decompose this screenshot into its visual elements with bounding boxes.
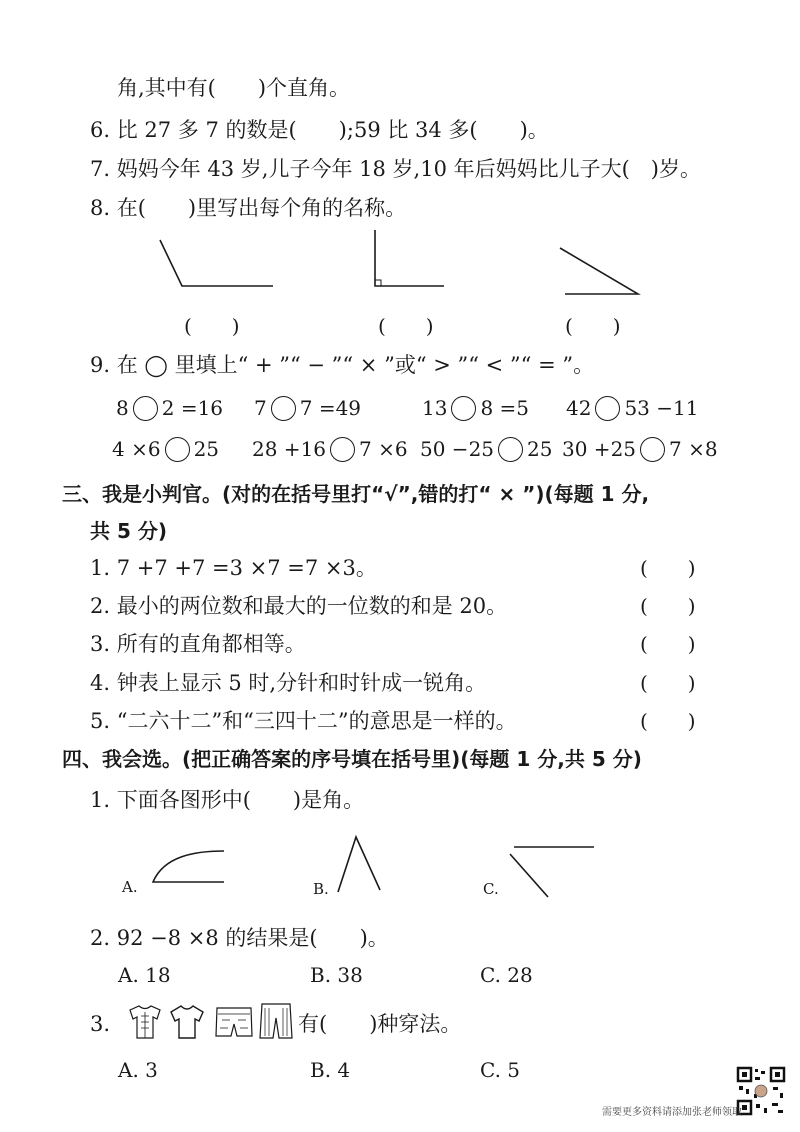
question-9: 9. 在 ◯ 里填上“ + ”“ − ”“ × ”或“ > ”“ < ”“ = ”。: [90, 353, 595, 377]
question-6: 6. 比 27 多 7 的数是( );59 比 34 多( )。: [90, 118, 549, 142]
option-b[interactable]: B. 4: [310, 1058, 351, 1082]
q5-continuation: 角,其中有( )个直角。: [117, 76, 351, 100]
option-c[interactable]: C. 28: [480, 963, 533, 987]
choice-question-3: 有( )种穿法。: [298, 1012, 462, 1036]
answer-circle[interactable]: [451, 396, 476, 421]
pants-icon: [258, 1002, 294, 1040]
question-7: 7. 妈妈今年 43 岁,儿子今年 18 岁,10 年后妈妈比儿子大( )岁。: [90, 157, 701, 181]
footer-note: 需要更多资料请添加张老师领取: [602, 1107, 742, 1118]
judge-blank-3[interactable]: ( ): [640, 632, 696, 656]
shirt-icon: [127, 1004, 163, 1040]
judge-blank-5[interactable]: ( ): [640, 709, 696, 733]
answer-circle[interactable]: [498, 437, 523, 462]
answer-circle[interactable]: [271, 396, 296, 421]
option-a[interactable]: A. 18: [118, 963, 171, 987]
q9-item: 50 −25 25: [420, 437, 553, 461]
section-3-title: 三、我是小判官。(对的在括号里打“√”,错的打“ × ”)(每题 1 分,: [62, 482, 650, 506]
qr-code-icon: [736, 1066, 786, 1116]
shorts-icon: [214, 1006, 254, 1038]
q9-item: 13 8 =5: [422, 396, 530, 420]
answer-circle[interactable]: [595, 396, 620, 421]
answer-circle[interactable]: [133, 396, 158, 421]
judge-item-4: 4. 钟表上显示 5 时,分针和时针成一锐角。: [90, 671, 487, 695]
q9-item: 8 2 =16: [116, 396, 224, 420]
acute-angle-figure: [560, 248, 645, 298]
section-3-title-cont: 共 5 分): [90, 519, 167, 543]
answer-circle[interactable]: [330, 437, 355, 462]
option-label-b: B.: [313, 880, 329, 898]
choice-question-2: 2. 92 −8 ×8 的结果是( )。: [90, 926, 389, 950]
tshirt-icon: [168, 1004, 206, 1040]
option-label-c: C.: [483, 880, 499, 898]
section-4-title: 四、我会选。(把正确答案的序号填在括号里)(每题 1 分,共 5 分): [62, 747, 642, 771]
judge-blank-2[interactable]: ( ): [640, 594, 696, 618]
option-c[interactable]: C. 5: [480, 1058, 521, 1082]
judge-blank-1[interactable]: ( ): [640, 556, 696, 580]
judge-item-2: 2. 最小的两位数和最大的一位数的和是 20。: [90, 594, 508, 618]
option-b[interactable]: B. 38: [310, 963, 363, 987]
judge-item-5: 5. “二六十二”和“三四十二”的意思是一样的。: [90, 709, 517, 733]
q9-item: 7 7 =49: [254, 396, 362, 420]
judge-blank-4[interactable]: ( ): [640, 671, 696, 695]
judge-item-1: 1. 7 +7 +7 =3 ×7 =7 ×3。: [90, 556, 377, 580]
curved-figure-a: [150, 848, 230, 888]
right-angle-figure: [370, 230, 450, 290]
q9-item: 28 +16 7 ×6: [252, 437, 408, 461]
q9-item: 4 ×6 25: [112, 437, 220, 461]
q3-number: 3.: [90, 1012, 111, 1036]
angle-figure-b: [336, 835, 386, 895]
open-figure-c: [506, 845, 601, 900]
q8-answer-blank-1[interactable]: ( ): [184, 314, 240, 338]
q9-item: 30 +25 7 ×8: [562, 437, 718, 461]
question-8: 8. 在( )里写出每个角的名称。: [90, 196, 407, 220]
q9-item: 42 53 −11: [566, 396, 699, 420]
answer-circle[interactable]: [165, 437, 190, 462]
option-a[interactable]: A. 3: [118, 1058, 158, 1082]
q8-answer-blank-3[interactable]: ( ): [565, 314, 621, 338]
q8-answer-blank-2[interactable]: ( ): [378, 314, 434, 338]
obtuse-angle-figure: [160, 240, 280, 295]
answer-circle[interactable]: [640, 437, 665, 462]
choice-question-1: 1. 下面各图形中( )是角。: [90, 788, 365, 812]
option-label-a: A.: [122, 878, 138, 896]
judge-item-3: 3. 所有的直角都相等。: [90, 632, 306, 656]
